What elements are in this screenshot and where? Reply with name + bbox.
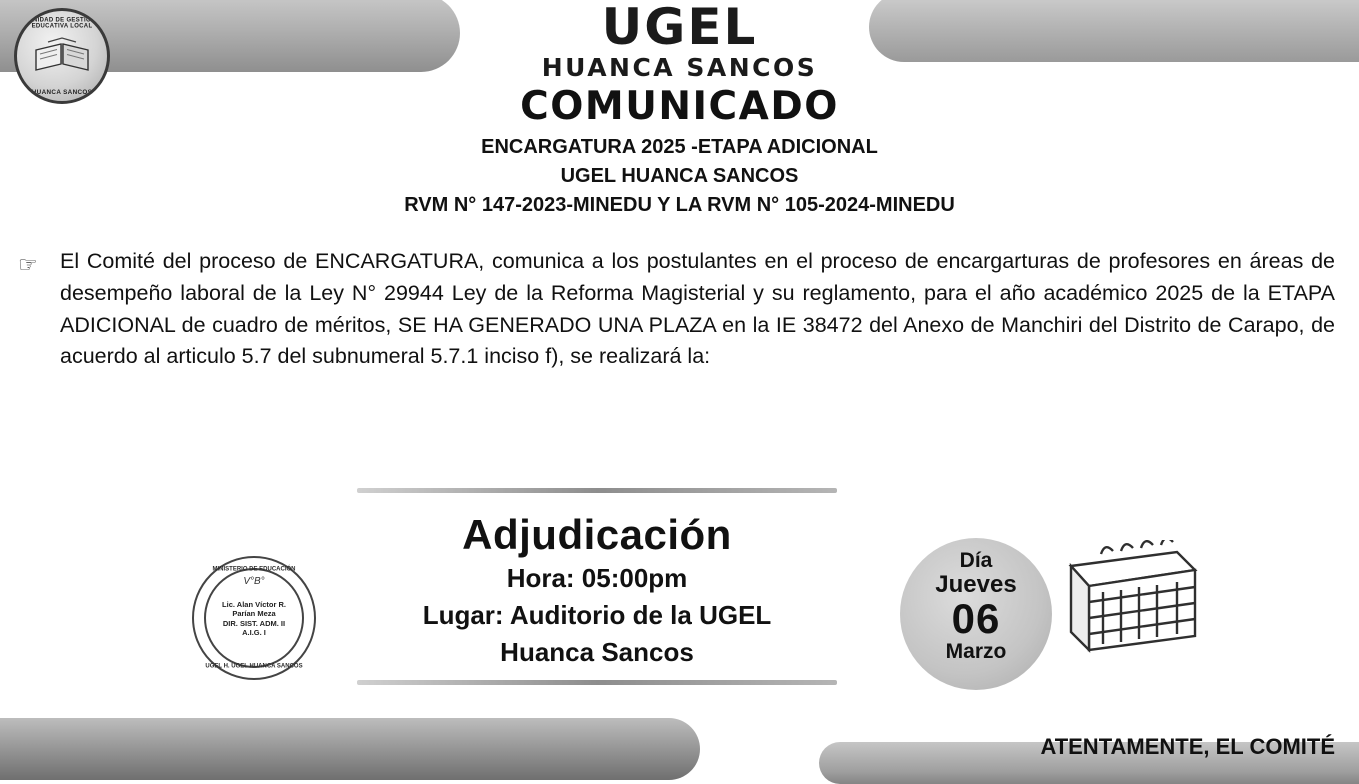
calendar-icon [1055,540,1205,660]
stamp-line-1: Lic. Alan Víctor R. [222,600,286,609]
header-line-1: ENCARGATURA 2025 -ETAPA ADICIONAL [481,135,878,158]
stamp-arc-top: MINISTERIO DE EDUCACIÓN [212,564,296,573]
date-month: Marzo [945,640,1007,664]
stamp-line-4: A.I.G. I [242,628,266,638]
event-time: Hora: 05:00pm [506,563,688,593]
date-day-number: 06 [951,595,1001,643]
body-paragraph: El Comité del proceso de ENCARGATURA, comunica a los postulantes en el proceso de encargarturas de profesores en áreas de desempeño laboral de la Ley N° 29944 Ley de la Reforma Magisterial y su reglamento, para el año académico 2025 de la ETAPA ADICIONAL de cuadro de méritos, SE HA GENERADO UNA PLAZA en la IE 38472 del Anexo de Manchiri del Distrito de Carapo, de acuerdo al articulo 5.7 del subnumeral 5.7.1 inciso f), se realizará la: [60,249,1335,369]
date-badge [900,538,1052,690]
footer-signature: ATENTAMENTE, EL COMITÉ [1040,734,1335,759]
header-line-3: RVM N° 147-2023-MINEDU Y LA RVM N° 105-2024-MINEDU [404,193,955,216]
document-type-title: COMUNICADO [520,83,839,129]
logo-ring-bottom-label: HUANCA SANCOS [31,89,93,96]
header-line-2: UGEL HUANCA SANCOS [560,164,799,187]
stamp-line-3: DIR. SIST. ADM. II [222,618,286,628]
date-label: Día [959,549,993,572]
event-place-line-2: Huanca Sancos [500,637,694,668]
stamp-center-text [206,600,302,638]
divider-bottom [357,680,837,685]
event-block [357,488,837,685]
date-weekday: Jueves [935,571,1017,599]
pointing-hand-icon: ☞ [18,252,38,277]
divider-top [357,488,837,493]
page-subtitle: HUANCA SANCOS [541,53,818,82]
page-title: UGEL [601,0,758,56]
official-stamp [192,556,316,680]
stamp-line-2: Parían Meza [232,609,276,619]
footer-band-left [0,718,700,780]
event-place-line-1: Lugar: Auditorio de la UGEL [422,600,772,631]
stamp-vobo: V°B° [243,576,265,587]
stamp-arc-bottom: UGEL H. UGEL HUANCA SANCOS [205,661,303,669]
logo-ring-top-label: UNIDAD DE GESTIÓN EDUCATIVA LOCAL [28,17,96,29]
document-header [0,2,1359,220]
body-section [18,246,1335,373]
event-title: Adjudicación [462,511,732,558]
